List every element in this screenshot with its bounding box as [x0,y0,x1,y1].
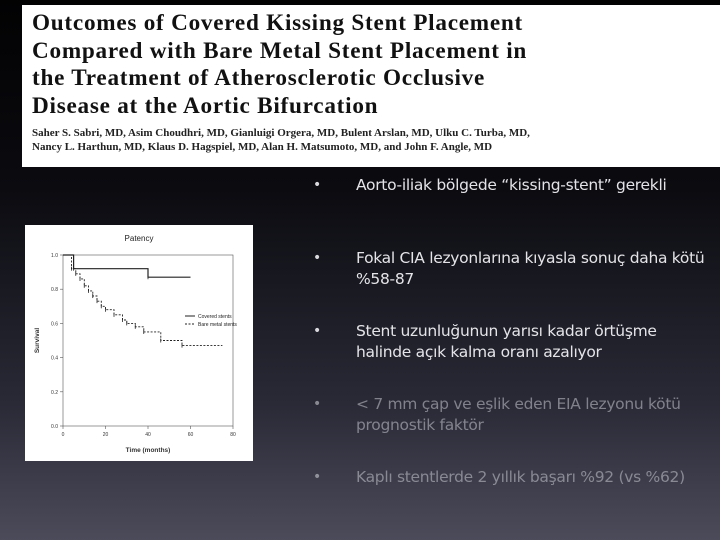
bullet-text: Stent uzunluğunun yarısı kadar örtüşme halinde açık kalma oranı azalıyor [356,322,657,361]
y-tick-label: 0.2 [51,389,58,396]
legend-label: Covered stents [198,314,232,320]
x-tick-label: 20 [102,432,109,438]
bullet-item [313,467,713,540]
bullet-dot: • [313,469,321,485]
x-tick-label: 60 [187,432,194,438]
y-tick-label: 0.8 [51,287,58,294]
bullet-dot: • [313,177,321,193]
x-tick-label: 40 [145,432,151,438]
bullet-dot: • [313,250,321,266]
y-axis-label: Survival [34,327,41,354]
paper-title: Outcomes of Covered Kissing Stent Placement Compared with Bare Metal Stent Placement in the Treatment of Atherosclerotic Occlusive Disease at the Aortic Bifurcation [32,10,528,119]
series-line [63,255,191,277]
y-tick-label: 0.0 [51,424,58,430]
bullet-item [313,321,713,394]
bullet-dot: • [313,396,321,412]
bullet-item [313,394,713,467]
paper-authors: Saher S. Sabri, MD, Asim Choudhri, MD, Gianluigi Orgera, MD, Bulent Arslan, MD, Ulku C. Turba, MD, Nancy L. Harthun, MD, Klaus D. Hagspiel, MD, Alan H. Matsumoto, MD, and John F. Angle, MD [32,127,530,153]
y-tick-label: 0.6 [51,321,58,328]
plot-frame [63,255,233,426]
patency-chart [25,225,253,461]
chart-svg [25,225,253,461]
legend-label: Bare metal stents [198,322,237,328]
bullet-dot: • [313,323,321,339]
bullet-text: Kaplı stentlerde 2 yıllık başarı %92 (vs %62) [356,468,685,486]
y-tick-label: 1.0 [51,253,58,259]
chart-title: Patency [124,234,154,243]
bullet-text: < 7 mm çap ve eşlik eden EIA lezyonu kötü prognostik faktör [356,395,681,434]
y-tick-label: 0.4 [51,355,58,362]
bullet-text: Aorto-iliak bölgede “kissing-stent” gerekli [356,176,667,194]
bullet-text: Fokal CIA lezyonlarına kıyasla sonuç daha kötü %58-87 [356,249,705,288]
x-tick-label: 0 [61,432,65,438]
bullet-item [313,248,713,321]
x-axis-label: Time (months) [125,447,171,454]
bullet-item [313,175,713,248]
bullet-list [313,175,713,540]
x-tick-label: 80 [230,432,236,438]
paper-header [22,5,720,167]
